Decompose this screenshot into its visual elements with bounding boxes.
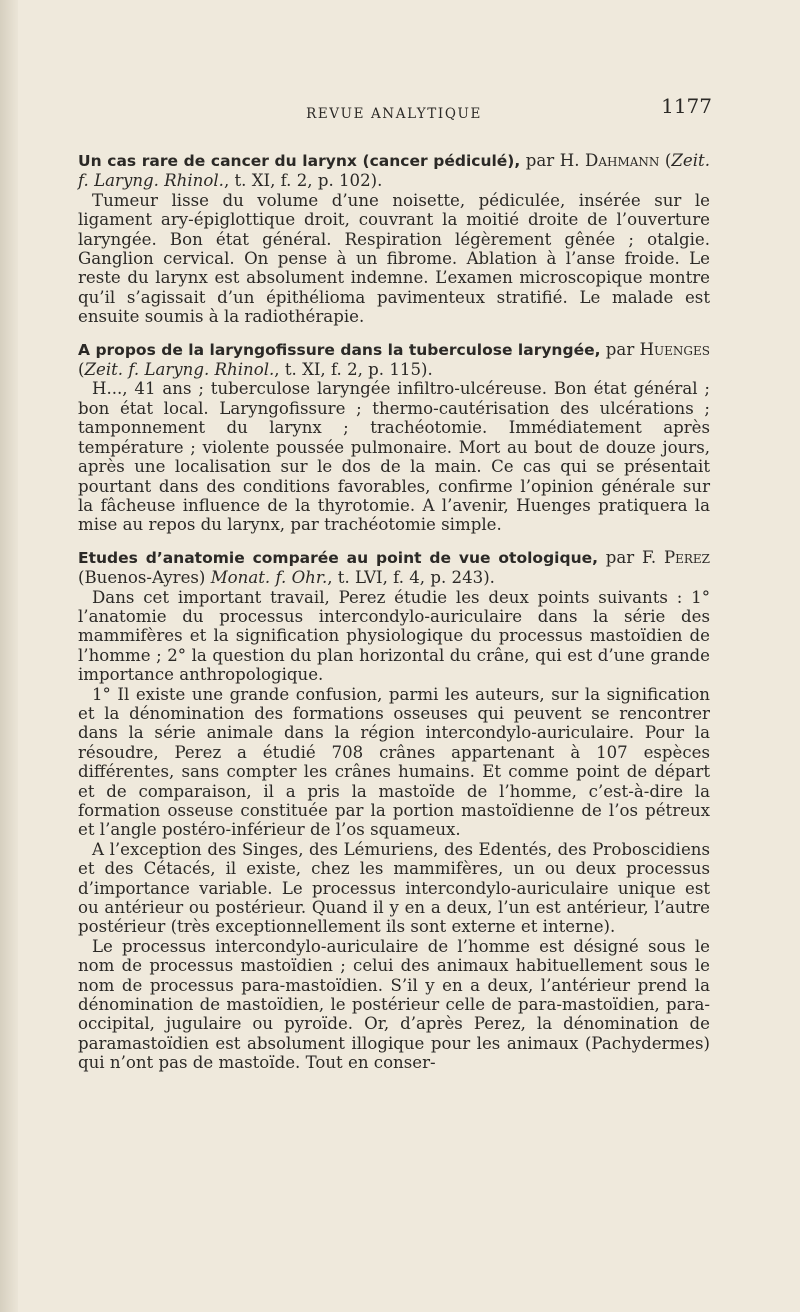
citation-journal: Zeit. f. Laryng. Rhinol.: [78, 151, 710, 191]
article-title: Etudes d’anatomie comparée au point de vue otologique,: [78, 548, 599, 567]
citation-rest: , t. LVI, f. 4, p. 243).: [327, 568, 495, 588]
article-heading: [78, 548, 710, 588]
article-title: A propos de la laryngofissure dans la tuberculose laryngée,: [78, 340, 601, 359]
article-paragraph: 1° Il existe une grande confusion, parmi les auteurs, sur la signification et la dénomination des formations osseuses qui peuvent se rencontrer dans la série animale dans la région intercondylo-auriculaire. Pour la résoudre, Perez a étudié 708 crânes appartenant à 107 espèces différentes, sans compter les crânes humains. Et comme point de départ et de comparaison, il a pris la mastoïde de l’homme, c’est-à-dire la formation osseuse constituée par la portion mastoïdienne de l’os pétreux et l’angle postéro-inférieur de l’os squameux.: [78, 684, 710, 840]
article-paragraph: H..., 41 ans ; tuberculose laryngée infiltro-ulcéreuse. Bon état général ; bon état local. Laryngofissure ; thermo-cautérisation des ulcérations ; tamponnement du larynx ; trachéotomie. Immédiatement après température ; violente poussée pulmonaire. Mort au bout de douze jours, après une localisation sur le dos de la main. Ce cas qui se présentait pourtant dans des conditions favorables, confirme l’opinion générale sur la fâcheuse influence de la thyrotomie. A l’avenir, Huenges pratiquera la mise au repos du larynx, par trachéotomie simple.: [78, 379, 710, 535]
citation-open: (: [78, 360, 85, 380]
article-heading: [78, 340, 710, 380]
citation-journal: Monat. f. Ohr.: [210, 568, 328, 588]
article-dahmann: [78, 151, 710, 327]
scan-edge: [0, 0, 18, 1312]
journal-page: [78, 95, 710, 1086]
citation-rest: , t. XI, f. 2, p. 115).: [274, 360, 433, 380]
article-paragraph: Dans cet important travail, Perez étudie les deux points suivants : 1° l’anatomie du processus intercondylo-auriculaire dans la série des mammifères et la signification physiologique du processus mastoïdien de l’homme ; 2° la question du plan horizontal du crâne, qui est d’une grande importance anthropologique.: [78, 587, 710, 685]
citation-open: (Buenos-Ayres): [78, 568, 211, 588]
article-by: par: [600, 339, 640, 359]
article-title: Un cas rare de cancer du larynx (cancer pédiculé),: [78, 152, 521, 170]
article-huenges: [78, 340, 710, 535]
article-paragraph: A l’exception des Singes, des Lémuriens, des Edentés, des Proboscidiens et des Cétacés, il existe, chez les mammifères, un ou deux processus d’importance variable. Le processus intercondylo-auriculaire unique est ou antérieur ou postérieur. Quand il y en a deux, l’un est antérieur, l’autre postérieur (très exceptionnellement ils sont externe et interne).: [78, 839, 710, 937]
article-perez: [78, 548, 710, 1073]
article-heading: [78, 151, 710, 191]
article-by: par H.: [520, 151, 586, 170]
article-author: Perez: [663, 547, 710, 567]
article-author: Huenges: [639, 339, 710, 359]
article-paragraph: Tumeur lisse du volume d’une noisette, pédiculée, insérée sur le ligament ary-épiglottique droit, couvrant la moitié droite de l’ouverture laryngée. Bon état général. Respiration légèrement gênée ; otalgie. Ganglion cervical. On pense à un fibrome. Ablation à l’anse froide. Le reste du larynx est absolument indemne. L’examen microscopique montre qu’il s’agissait d’un épithélioma pavimenteux stratifié. Le malade est ensuite soumis à la radiothérapie.: [78, 190, 710, 327]
article-author: Dahmann: [585, 151, 660, 170]
article-by: par F.: [598, 547, 664, 567]
citation-open: (: [659, 151, 672, 170]
article-paragraph: Le processus intercondylo-auriculaire de l’homme est désigné sous le nom de processus mastoïdien ; celui des animaux habituellement sous le nom de processus para-mastoïdien. S’il y en a deux, l’antérieur prend la dénomination de mastoïdien, le postérieur celle de para-mastoïdien, para-occipital, jugulaire ou pyroïde. Or, d’après Perez, la dénomination de paramastoïdien est absolument illogique pour les animaux (Pachydermes) qui n’ont pas de mastoïde. Tout en conser-: [78, 936, 710, 1073]
page-header: [78, 95, 710, 121]
citation-journal: Zeit. f. Laryng. Rhinol.: [84, 360, 275, 380]
running-title: REVUE ANALYTIQUE: [306, 106, 482, 122]
citation-rest: , t. XI, f. 2, p. 102).: [223, 171, 383, 191]
page-number: 1177: [661, 94, 712, 118]
